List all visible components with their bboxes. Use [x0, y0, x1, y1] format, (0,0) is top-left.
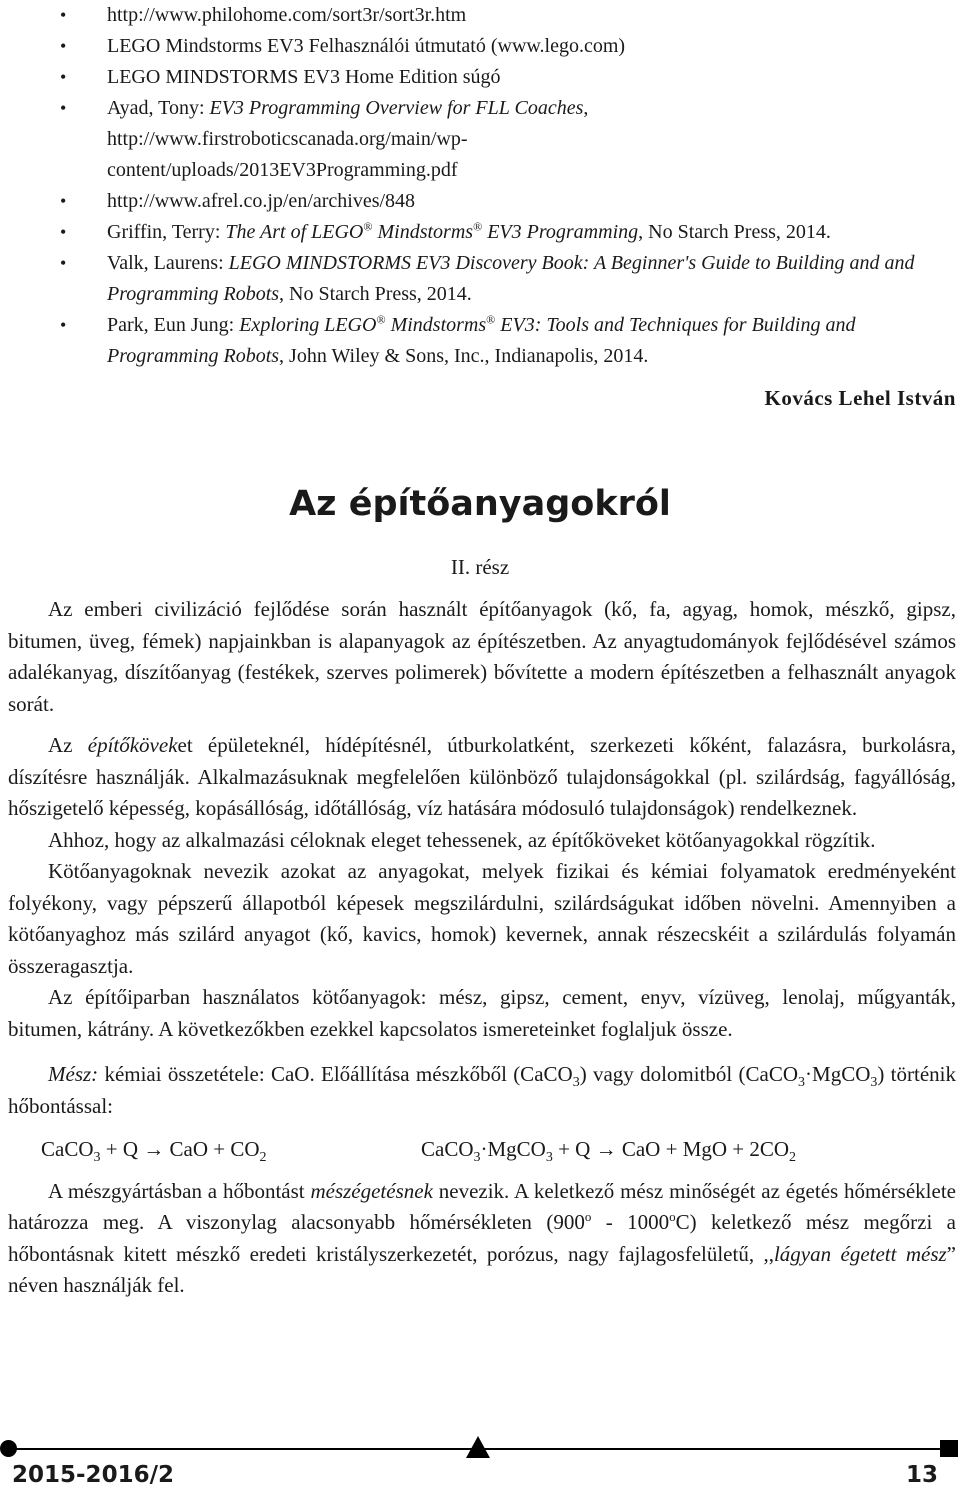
reference-title: EV3: Tools and Techniques for Building and Programming Robots — [107, 314, 856, 367]
subscript: 3 — [798, 1075, 806, 1091]
article-body — [8, 594, 956, 1302]
reference-url: http://www.firstroboticscanada.org/main/wp- — [107, 128, 468, 150]
paragraph: Az építőiparban használatos kötőanyagok: mész, gipsz, cement, enyv, vízüveg, lenolaj, műgyanták, bitumen, kátrány. A következőkben ezekkel kapcsolatos ismereteinket foglaljuk össze. — [8, 985, 956, 1041]
reference-title: LEGO MINDSTORMS EV3 Discovery Book: A Beginner's Guide to Building and and Programming Robots — [107, 252, 915, 305]
emphasis-term: Mész: — [48, 1062, 99, 1086]
registered-mark: ® — [473, 219, 483, 234]
reference-title: Mindstorms — [372, 221, 474, 243]
paragraph-text: ) történik hőbontással: — [8, 1062, 956, 1118]
reference-list — [0, 0, 960, 372]
reference-author: Ayad, Tony: — [107, 97, 210, 119]
reference-title: EV3 Programming — [482, 221, 639, 243]
reference-item — [0, 0, 960, 31]
paragraph: Az emberi civilizáció fejlődése során használt építőanyagok (kő, fa, agyag, homok, mészkő, gipsz, bitumen, üveg, fémek) napjainkban is alapanyagok az építészetben. Az anyagtudományok fejlődésével számos adalékanyag, díszítőanyag (festékek, szerves polimerek) bővítette a modern építészetben a felhasznált anyagok sorát. — [8, 597, 956, 716]
superscript: o — [584, 1209, 592, 1224]
article-title: Az építőanyagokról — [289, 484, 671, 524]
reference-item — [0, 248, 960, 310]
registered-mark: ® — [376, 312, 386, 327]
reference-title: The Art of LEGO — [225, 221, 364, 243]
paragraph-text: ·MgCO — [805, 1062, 871, 1086]
emphasis-term: mészégetésnek — [310, 1178, 433, 1203]
reference-author: Griffin, Terry: — [107, 221, 226, 243]
footer-triangle-icon — [466, 1436, 490, 1458]
reference-title: Exploring LEGO — [239, 314, 377, 336]
bullet-icon: • — [60, 67, 67, 87]
reference-publisher: , No Starch Press, 2014. — [279, 283, 472, 305]
equation-calcite: CaCO$_3$ + Q → CaO + $CO_2$ — [41, 1137, 267, 1166]
equations — [8, 1134, 956, 1166]
paragraph: Ahhoz, hogy az alkalmazási céloknak eleget tehessenek, az építőköveket kötőanyagokkal rögzítik. — [48, 827, 876, 852]
reference-item — [0, 31, 960, 62]
reference-punct: , — [583, 97, 589, 119]
bullet-icon: • — [60, 315, 67, 335]
reference-text: http://www.afrel.co.jp/en/archives/848 — [107, 190, 416, 212]
equation-dolomite: CaCO$_3$·MgCO$_3$ + Q → CaO + MgO + $2CO_2$ — [421, 1137, 797, 1166]
emphasis-term: építőkövek — [87, 733, 178, 757]
registered-mark: ® — [486, 312, 496, 327]
paragraph-text: C) keletkező mész megőrzi a hőbontásnak kitett mészkő eredeti kristályszerkezetét, porózus, nagy fajlagosfelületű, ,, — [8, 1210, 957, 1266]
bullet-icon: • — [60, 191, 67, 211]
paragraph — [8, 730, 956, 825]
bullet-icon: • — [60, 253, 67, 273]
reference-text: http://www.philohome.com/sort3r/sort3r.htm — [107, 4, 467, 26]
bullet-icon: • — [60, 5, 67, 25]
subscript: 3 — [870, 1075, 878, 1091]
paragraph-text: kémiai összetétele: CaO. Előállítása mészkőből (CaCO — [98, 1062, 573, 1086]
paragraph-text: ) vagy dolomitból (CaCO — [579, 1062, 799, 1086]
article-author: Kovács Lehel István — [764, 386, 956, 410]
bullet-icon: • — [60, 222, 67, 242]
paragraph — [8, 1176, 956, 1302]
superscript: o — [669, 1209, 676, 1224]
paragraph — [8, 1059, 956, 1122]
subscript: 3 — [572, 1075, 580, 1091]
reference-item — [0, 62, 960, 93]
paragraph-text: - 1000 — [591, 1210, 670, 1234]
reference-item — [0, 93, 960, 186]
footer-square-icon — [940, 1440, 958, 1457]
reference-item — [0, 310, 960, 372]
paragraph-text: Az — [48, 733, 88, 757]
reference-item — [0, 217, 960, 248]
paragraph-text: et épületeknél, hídépítésnél, útburkolatként, szerkezeti kőként, falazásra, burkolásra, díszítésre használják. Alkalmazásuknak megfelelően különböző tulajdonságokkal (pl. szilárdság, fagyállóság, hőszigetelő képesség, kopásállóság, időtállóság, víz hatására módosuló tulajdonságok) rendelkeznek. — [8, 733, 956, 820]
reference-publisher: , John Wiley & Sons, Inc., Indianapolis, 2014. — [279, 345, 649, 367]
reference-item — [0, 186, 960, 217]
registered-mark: ® — [363, 219, 373, 234]
paragraph-text: nevezik. A keletkező mész minőségét az égetés hőmérséklete határozza meg. A viszonylag alacsonyabb hőmérsékleten (900 — [8, 1178, 956, 1234]
reference-author: Valk, Laurens: — [107, 252, 229, 274]
reference-author: Park, Eun Jung: — [107, 314, 240, 336]
reference-publisher: , No Starch Press, 2014. — [638, 221, 831, 243]
page-number: 13 — [905, 1462, 938, 1488]
bullet-icon: • — [60, 98, 67, 118]
reference-title: EV3 Programming Overview for FLL Coaches — [209, 97, 584, 119]
paragraph-text: A mészgyártásban a hőbontást — [48, 1178, 311, 1203]
emphasis-term: lágyan égetett mész — [773, 1241, 947, 1266]
reference-text: LEGO MINDSTORMS EV3 Home Edition súgó — [107, 66, 501, 88]
bullet-icon: • — [60, 36, 67, 56]
issue-number: 2015-2016/2 — [12, 1462, 174, 1488]
reference-title: Mindstorms — [385, 314, 487, 336]
paragraph-text: ” néven használják fel. — [8, 1241, 956, 1297]
reference-url: content/uploads/2013EV3Programming.pdf — [107, 159, 458, 181]
paragraph: Kötőanyagoknak nevezik azokat az anyagokat, melyek fizikai és kémiai folyamatok eredményeként folyékony, vagy pépszerű állapotból képesek megszilárdulni, szilárdságukat időben növelni. Amennyiben a kötőanyaghoz más szilárd anyagot (kő, kavics, homok) kevernek, annak részecskéit a szilárdulás folyamán összeragasztja. — [8, 859, 956, 978]
article-part: II. rész — [450, 555, 510, 579]
reference-text: LEGO Mindstorms EV3 Felhasználói útmutató (www.lego.com) — [107, 35, 626, 57]
